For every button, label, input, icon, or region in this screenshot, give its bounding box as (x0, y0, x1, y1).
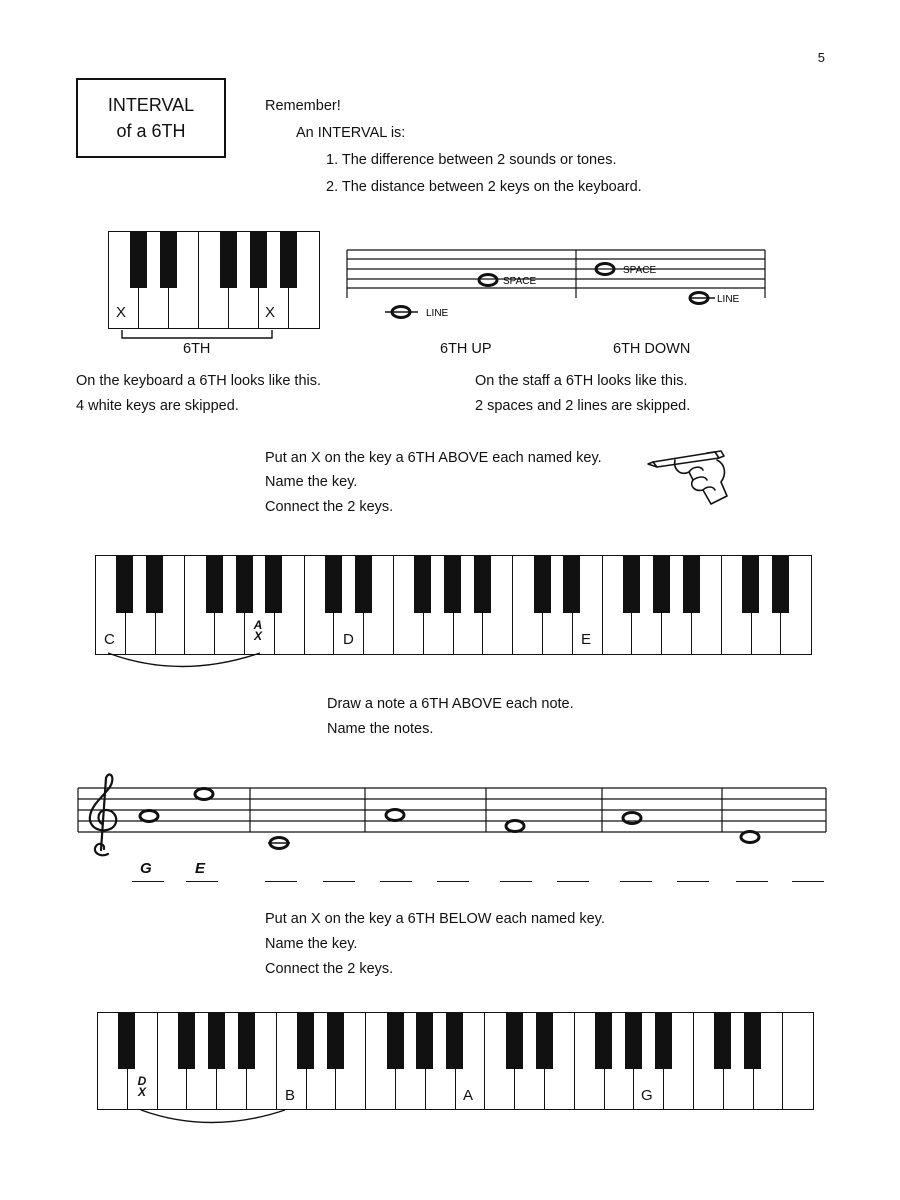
blank-7[interactable] (500, 881, 532, 882)
black-key (178, 1012, 195, 1069)
black-key (534, 555, 551, 613)
example-bracket-label: 6TH (183, 341, 211, 357)
example-keyboard (108, 231, 318, 329)
exercise1-connector (100, 650, 270, 675)
title-line1: INTERVAL (107, 95, 195, 115)
exercise1-instruction-3: Connect the 2 keys. (265, 499, 394, 515)
black-key (130, 231, 147, 288)
exercise3-key-g: G (641, 1087, 653, 1104)
white-key (782, 1012, 813, 1110)
black-key (160, 231, 177, 288)
example-space-label-up: SPACE (503, 276, 537, 287)
blank-12[interactable] (792, 881, 824, 882)
answer-note-2: E (195, 860, 206, 877)
page-number: 5 (817, 50, 825, 65)
staff-explanation-1: On the staff a 6TH looks like this. (475, 373, 688, 389)
example-note-up-space (479, 275, 497, 286)
note-given-6 (741, 832, 759, 843)
exercise2-staff (70, 770, 840, 870)
black-key (772, 555, 789, 613)
definition-lead: An INTERVAL is: (296, 125, 406, 141)
example-space-label-down: SPACE (623, 265, 657, 276)
blank-8[interactable] (557, 881, 589, 882)
black-key (146, 555, 163, 613)
blank-10[interactable] (677, 881, 709, 882)
black-key (116, 555, 133, 613)
exercise2-instruction-1: Draw a note a 6TH ABOVE each note. (327, 696, 574, 712)
note-given-3 (386, 810, 404, 821)
definition-point-1: 1. The difference between 2 sounds or tones. (326, 152, 617, 168)
black-key (623, 555, 640, 613)
black-key (325, 555, 342, 613)
example-note-down-line (690, 293, 715, 304)
black-key (444, 555, 461, 613)
black-key (118, 1012, 135, 1069)
definition-point-2: 2. The distance between 2 keys on the keyboard. (326, 179, 642, 195)
black-key (653, 555, 670, 613)
note-given-4 (506, 821, 524, 832)
hand-pencil-icon (645, 440, 735, 510)
black-key (655, 1012, 672, 1069)
black-key (742, 555, 759, 613)
blank-4[interactable] (323, 881, 355, 882)
keyboard-explanation-2: 4 white keys are skipped. (76, 398, 239, 414)
black-key (714, 1012, 731, 1069)
exercise1-instruction-1: Put an X on the key a 6TH ABOVE each named key. (265, 450, 602, 466)
exercise3-connector (135, 1107, 295, 1132)
answer-note-1: G (140, 860, 152, 877)
remember-text: Remember! (265, 98, 341, 114)
caption-6th-up: 6TH UP (440, 341, 492, 357)
black-key (625, 1012, 642, 1069)
example-note-low-line (385, 307, 418, 318)
exercise1-answer-mark: A X (253, 618, 263, 643)
black-key (355, 555, 372, 613)
black-key (595, 1012, 612, 1069)
exercise3-key-a: A (463, 1087, 474, 1104)
black-key (327, 1012, 344, 1069)
caption-6th-down: 6TH DOWN (613, 341, 691, 357)
black-key (250, 231, 267, 288)
black-key (683, 555, 700, 613)
treble-clef-icon (90, 775, 116, 856)
blank-5[interactable] (380, 881, 412, 882)
black-key (206, 555, 223, 613)
example-line-label-up: LINE (426, 308, 449, 319)
exercise3-keyboard (97, 1012, 812, 1110)
exercise1-key-e: E (581, 631, 592, 648)
blank-2 (186, 881, 218, 882)
exercise3-instruction-1: Put an X on the key a 6TH BELOW each named key. (265, 911, 605, 927)
black-key (744, 1012, 761, 1069)
exercise1-keyboard (95, 555, 810, 655)
title-line2: of a 6TH (116, 121, 186, 141)
exercise2-instruction-2: Name the notes. (327, 721, 434, 737)
black-key (446, 1012, 463, 1069)
black-key (563, 555, 580, 613)
note-given-1 (140, 811, 158, 822)
black-key (236, 555, 253, 613)
black-key (536, 1012, 553, 1069)
black-key (474, 555, 491, 613)
exercise1-instruction-2: Name the key. (265, 474, 358, 490)
black-key (280, 231, 297, 288)
black-key (220, 231, 237, 288)
black-key (265, 555, 282, 613)
example-staff (340, 240, 780, 330)
blank-9[interactable] (620, 881, 652, 882)
title-box (76, 78, 226, 158)
black-key (208, 1012, 225, 1069)
exercise1-key-d: D (343, 631, 354, 648)
black-key (297, 1012, 314, 1069)
exercise3-instruction-3: Connect the 2 keys. (265, 961, 394, 977)
note-drawn-answer (195, 789, 213, 800)
exercise3-key-b: B (285, 1087, 296, 1104)
black-key (387, 1012, 404, 1069)
example-mark-left: X (116, 304, 127, 321)
exercise1-key-c: C (104, 631, 115, 648)
black-key (506, 1012, 523, 1069)
staff-explanation-2: 2 spaces and 2 lines are skipped. (475, 398, 691, 414)
example-line-label-down: LINE (717, 294, 740, 305)
blank-1 (132, 881, 164, 882)
black-key (238, 1012, 255, 1069)
exercise3-answer-mark: D X (137, 1074, 147, 1099)
example-mark-right: X (265, 304, 276, 321)
blank-6[interactable] (437, 881, 469, 882)
black-key (416, 1012, 433, 1069)
exercise3-instruction-2: Name the key. (265, 936, 358, 952)
keyboard-explanation-1: On the keyboard a 6TH looks like this. (76, 373, 322, 389)
note-given-5 (623, 813, 641, 824)
blank-11[interactable] (736, 881, 768, 882)
black-key (414, 555, 431, 613)
blank-3[interactable] (265, 881, 297, 882)
